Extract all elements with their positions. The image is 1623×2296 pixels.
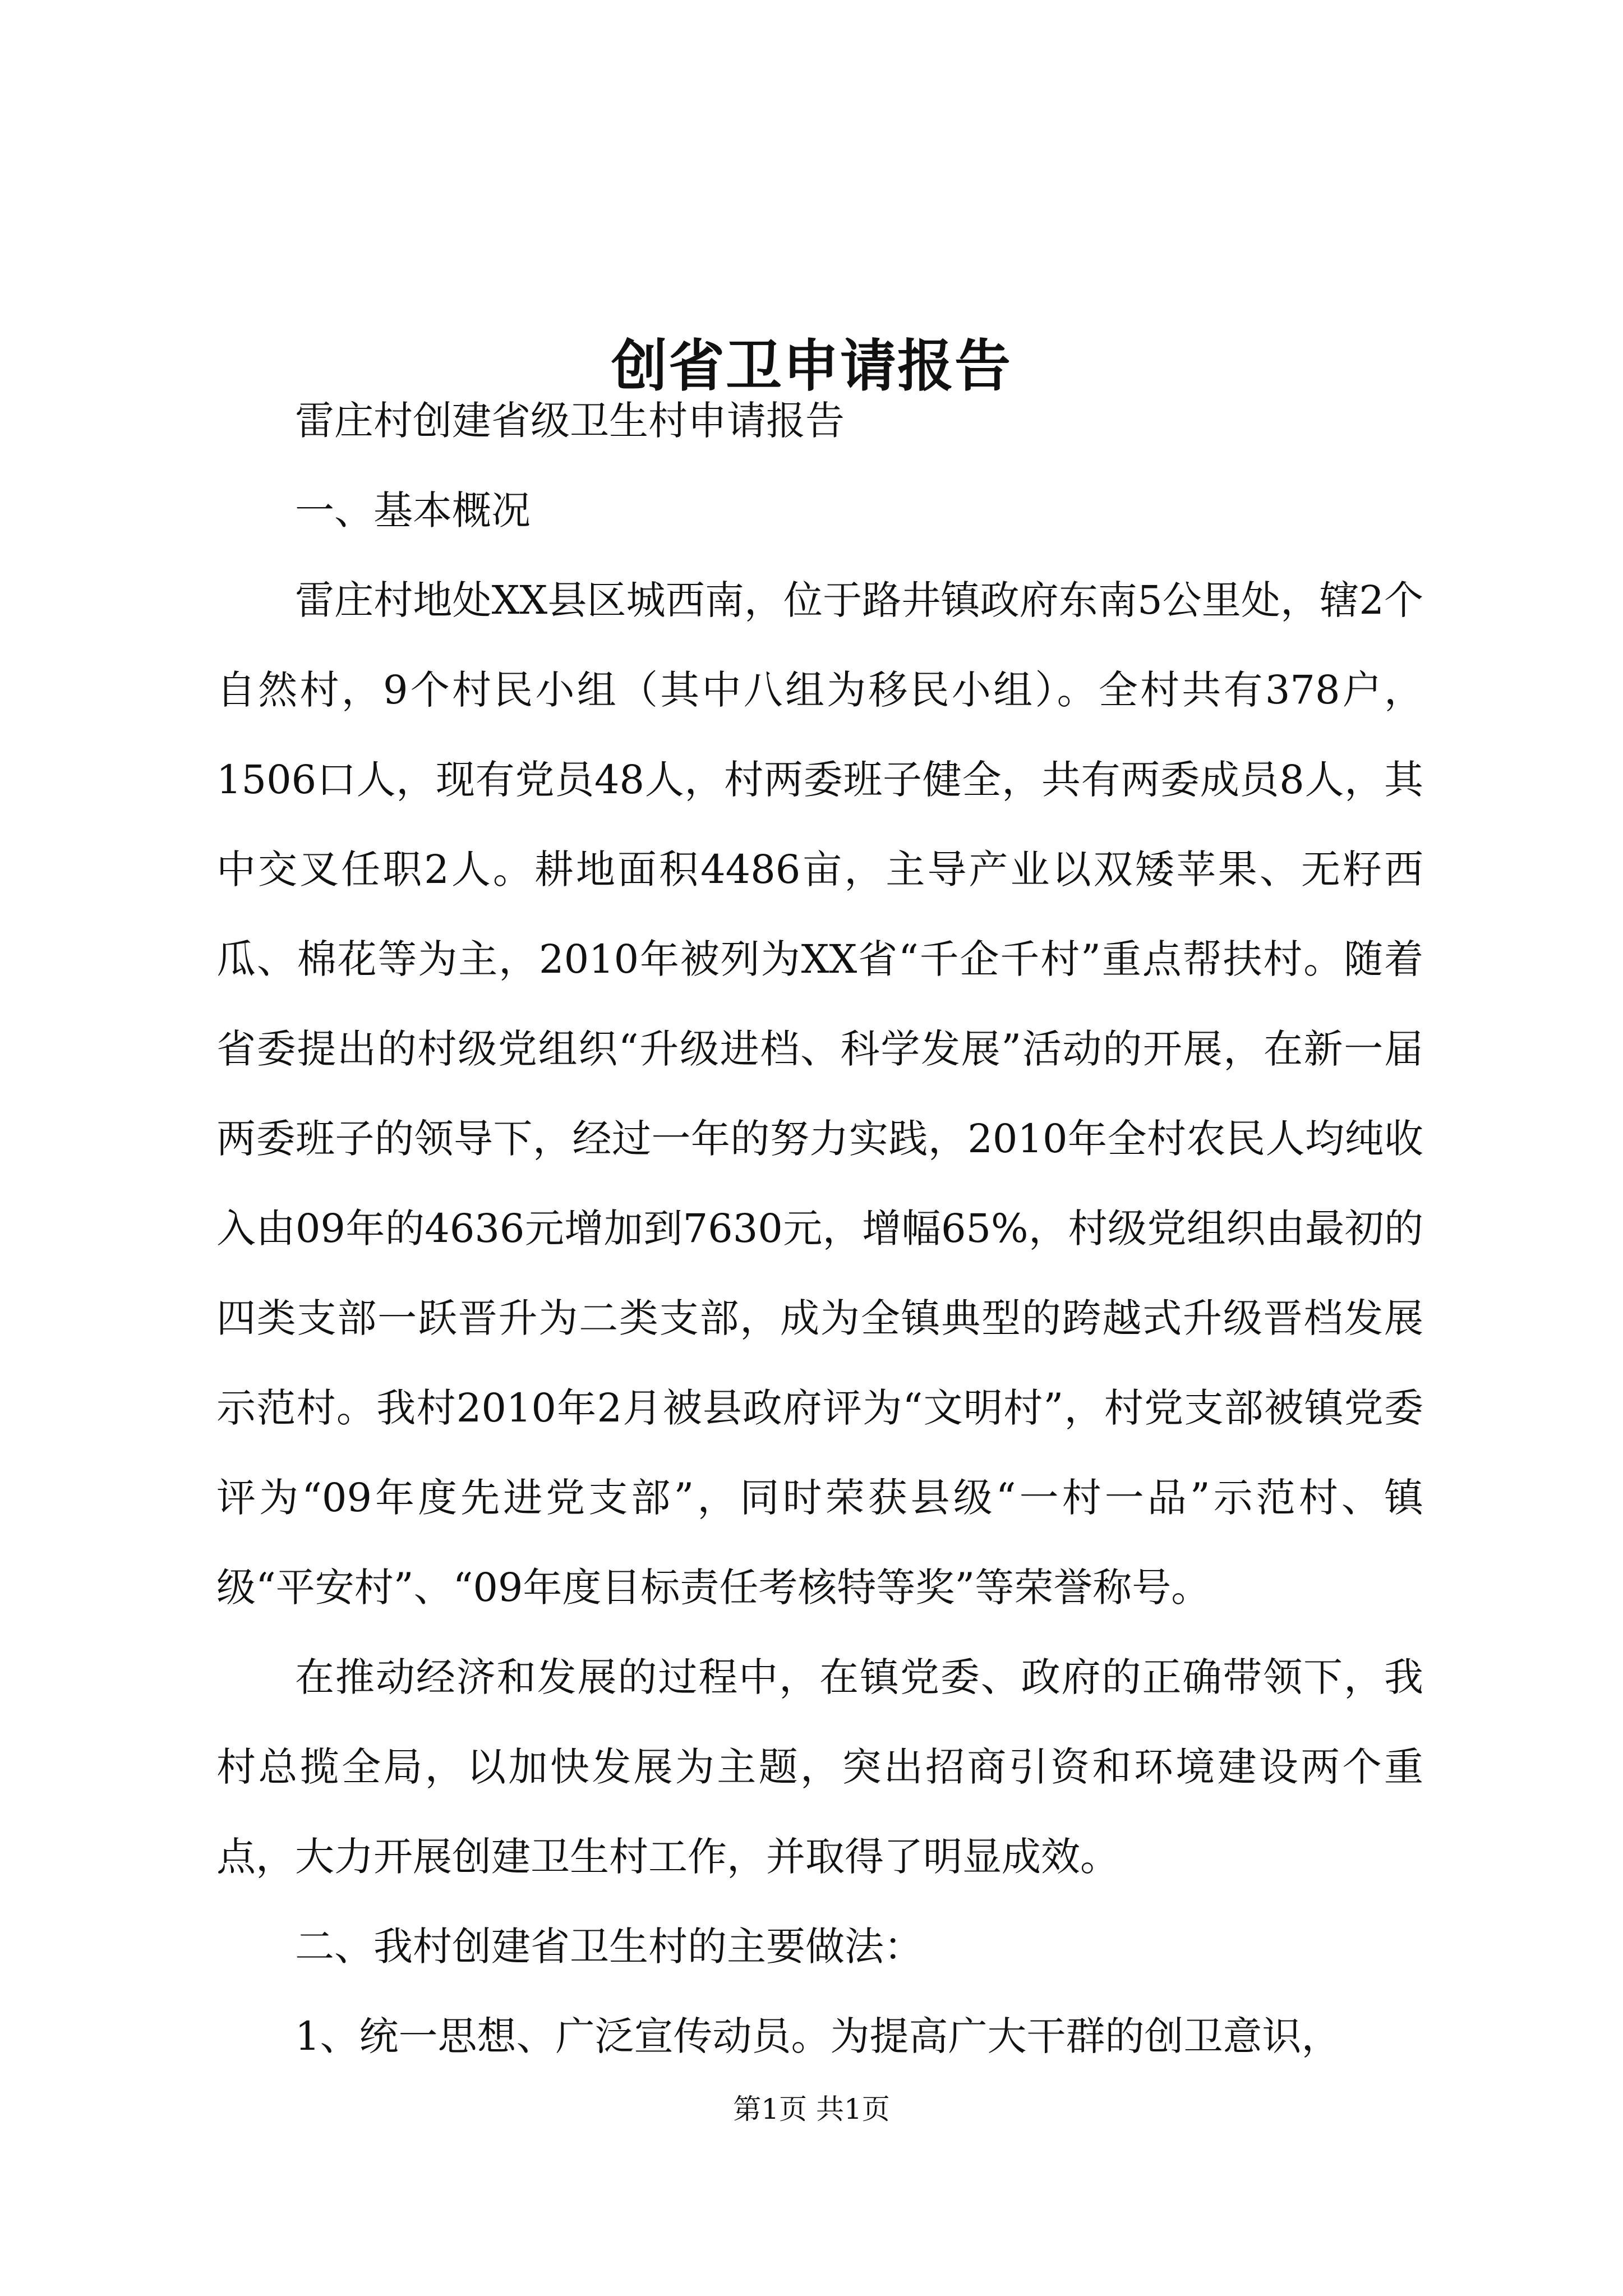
paragraph-overview: 雷庄村地处XX县区城西南，位于路井镇政府东南5公里处，辖2个自然村，9个村民小组（其中八组为移民小组）。全村共有378户，1506口人，现有党员48人，村两委班子健全，共有两委成员8人，其中交叉任职2人。耕地面积4486亩，主导产业以双矮苹果、无籽西瓜、棉花等为主，2010年被列为XX省“千企千村”重点帮扶村。随着省委提出的村级党组织“升级进档、科学发展”活动的开展，在新一届两委班子的领导下，经过一年的努力实践，2010年全村农民人均纯收入由09年的4636元增加到7630元，增幅65%，村级党组织由最初的四类支部一跃晋升为二类支部，成为全镇典型的跨越式升级晋档发展示范村。我村2010年2月被县政府评为“文明村”，村党支部被镇党委评为“09年度先进党支部”，同时荣获县级“一村一品”示范村、镇级“平安村”、“09年度目标责任考核特等奖”等荣誉称号。 — [216, 577, 1423, 1611]
paragraph-subtitle: 雷庄村创建省级卫生村申请报告 — [295, 398, 845, 444]
paragraph-section-heading-1: 一、基本概况 — [295, 487, 531, 533]
document-title: 创省卫申请报告 — [611, 333, 1012, 399]
paragraph-development: 在推动经济和发展的过程中，在镇党委、政府的正确带领下，我村总揽全局，以加快发展为主题，突出招商引资和环境建设两个重点，大力开展创建卫生村工作，并取得了明显成效。 — [216, 1654, 1423, 1880]
paragraph-section-heading-2: 二、我村创建省卫生村的主要做法： — [295, 1924, 923, 1970]
paragraph-item-1: 1、统一思想、广泛宣传动员。为提高广大干群的创卫意识， — [295, 2013, 1341, 2059]
page-number-footer: 第1页 共1页 — [733, 2093, 890, 2125]
document-body — [216, 376, 1423, 2081]
